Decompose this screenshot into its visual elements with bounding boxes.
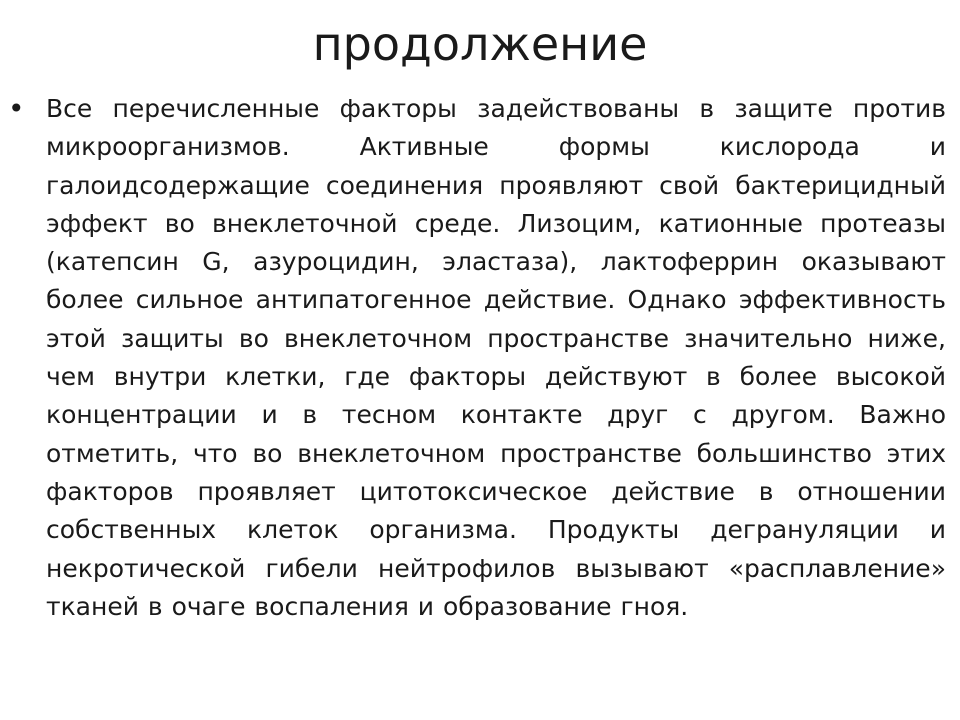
bullet-item <box>0 90 960 626</box>
slide-title: продолжение <box>312 17 648 71</box>
bullet-text: Все перечисленные факторы задействованы в защите против микроорганизмов. Активные формы кислорода и галоидсодержащие соединения проявляют свой бактерицидный эффект во внеклеточной среде. Лизоцим, катионные протеазы (катепсин G, азуроцидин, эластаза), лактоферрин оказывают более сильное антипатогенное действие. Однако эффективность этой защиты во внеклеточном пространстве значительно ниже, чем внутри клетки, где факторы действуют в более высокой концентрации и в тесном контакте друг с другом. Важно отметить, что во внеклеточном пространстве большинство этих факторов проявляет цитотоксическое действие в отношении собственных клеток организма. Продукты дегрануляции и некротической гибели нейтрофилов вызывают «расплавление» тканей в очаге воспаления и образование гноя. <box>46 94 946 621</box>
slide-content <box>0 90 960 626</box>
bullet-marker: • <box>8 92 25 125</box>
